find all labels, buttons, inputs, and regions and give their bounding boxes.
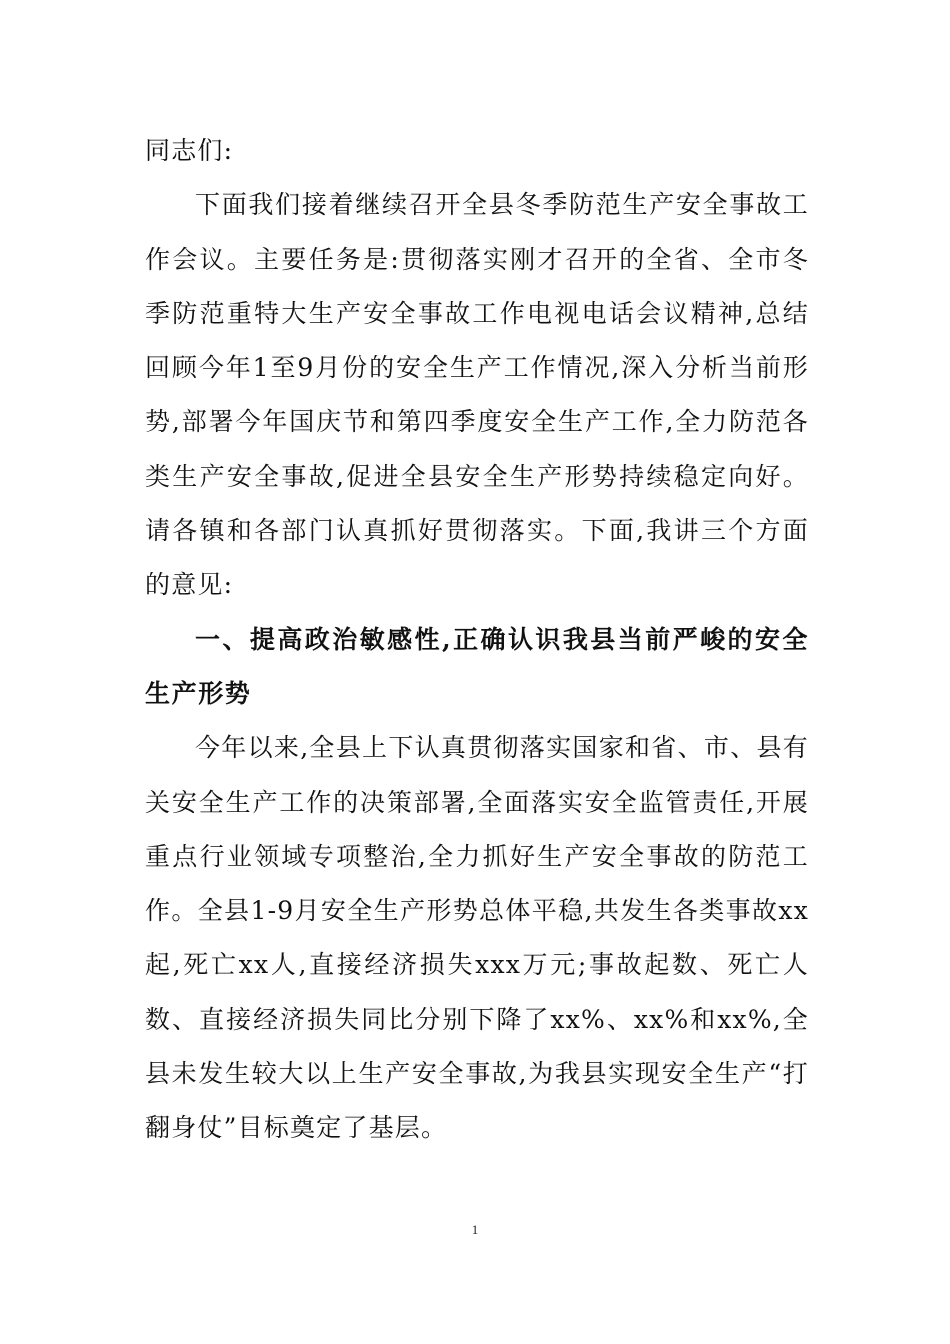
intro-paragraph: 下面我们接着继续召开全县冬季防范生产安全事故工作会议。主要任务是:贯彻落实刚才召开的全省、全市冬季防范重特大生产安全事故工作电视电话会议精神,总结回顾今年1至9月份的安全生产工作情况,深入分析当前形势,部署今年国庆节和第四季度安全生产工作,全力防范各类生产安全事故,促进全县安全生产形势持续稳定向好。请各镇和各部门认真抓好贯彻落实。下面,我讲三个方面的意见: xyxy=(145,190,809,600)
page-number: 1 xyxy=(471,1222,479,1237)
section-heading-1: 一、提高政治敏感性,正确认识我县当前严峻的安全生产形势 xyxy=(145,624,809,708)
section-1-paragraph: 今年以来,全县上下认真贯彻落实国家和省、市、县有关安全生产工作的决策部署,全面落实安全监管责任,开展重点行业领域专项整治,全力抓好生产安全事故的防范工作。全县1-9月安全生产形势总体平稳,共发生各类事故xx起,死亡xx人,直接经济损失xxx万元;事故起数、死亡人数、直接经济损失同比分别下降了xx%、xx%和xx%,全县未发生较大以上生产安全事故,为我县实现安全生产“打翻身仗”目标奠定了基层。 xyxy=(145,733,809,1143)
document-body xyxy=(145,124,809,1156)
salutation: 同志们: xyxy=(145,136,234,165)
